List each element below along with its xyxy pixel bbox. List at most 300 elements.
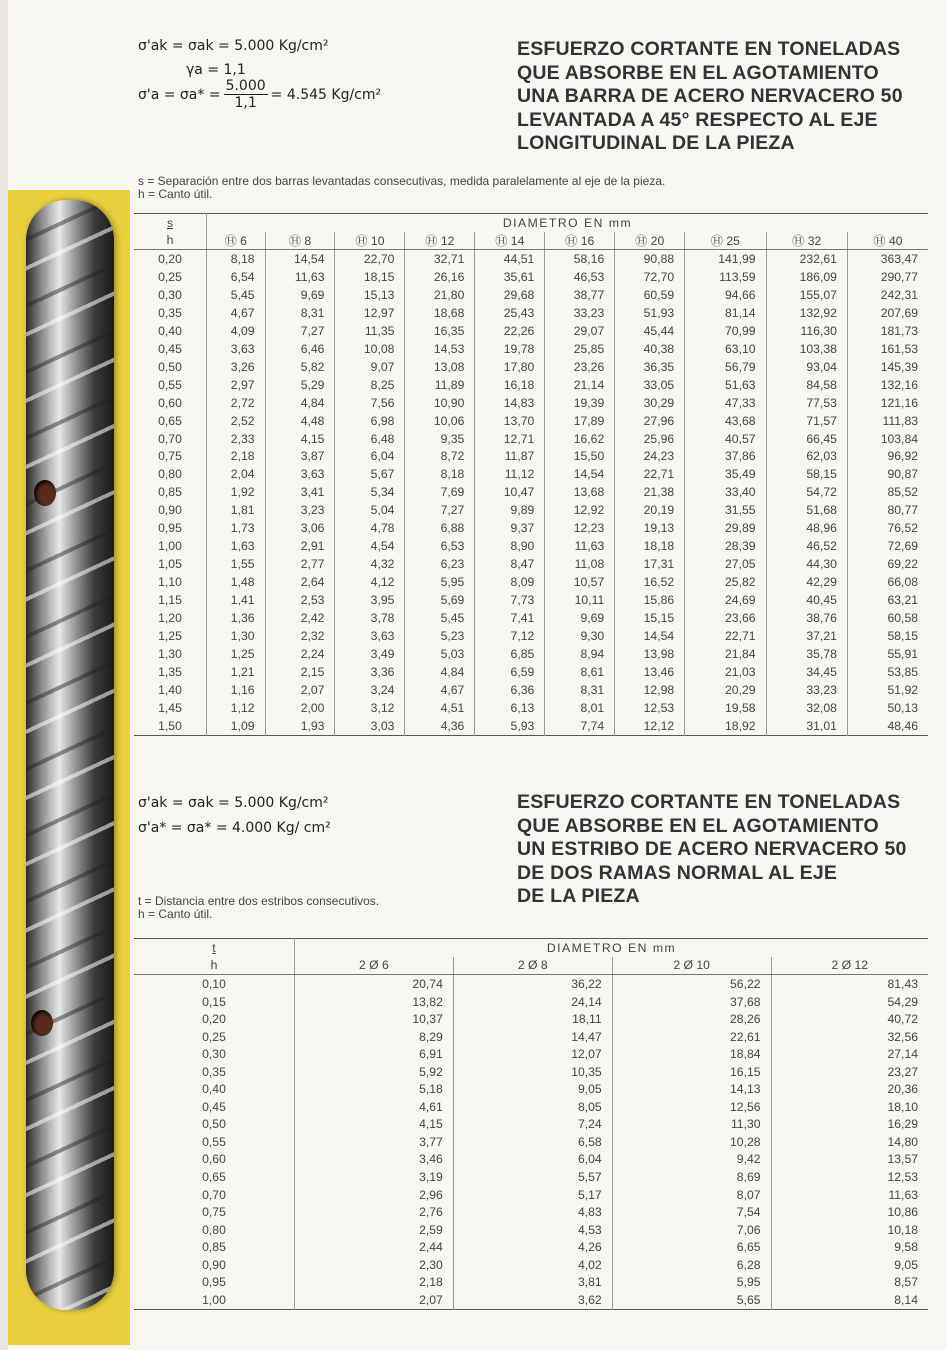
value-cell: 40,45	[766, 591, 847, 609]
value-cell: 13,57	[771, 1151, 928, 1169]
note-h2: h = Canto útil.	[138, 907, 213, 921]
value-cell: 5,82	[265, 358, 335, 376]
title-line: QUE ABSORBE EN EL AGOTAMIENTO	[517, 61, 879, 84]
column-header: Ⓗ 12	[405, 232, 475, 250]
value-cell: 8,07	[612, 1186, 771, 1204]
formula-line2: γa = 1,1	[186, 62, 246, 78]
value-cell: 5,95	[612, 1273, 771, 1291]
row-label-cell: 0,35	[158, 305, 182, 320]
table-row	[134, 1080, 928, 1098]
row-label-cell: 0,25	[202, 1029, 226, 1044]
value-cell: 40,57	[685, 430, 766, 448]
value-cell: 17,31	[615, 555, 685, 573]
row-label-cell: 0,35	[202, 1064, 226, 1079]
column-header: Ⓗ 32	[766, 232, 847, 250]
note-t: t = Distancia entre dos estribos consecutivos.	[138, 894, 380, 908]
group-header: DIAMETRO EN mm	[295, 939, 929, 957]
value-cell: 9,69	[545, 609, 615, 627]
value-cell: 5,34	[335, 483, 405, 501]
title-line: UN ESTRIBO DE ACERO NERVACERO 50	[517, 838, 907, 860]
value-cell: 24,23	[615, 448, 685, 466]
value-cell: 72,70	[615, 268, 685, 286]
title-line: UNA BARRA DE ACERO NERVACERO 50	[517, 85, 903, 107]
value-cell: 18,10	[771, 1098, 928, 1116]
value-cell: 11,63	[545, 537, 615, 555]
value-cell: 25,82	[685, 573, 766, 591]
table-row	[134, 250, 928, 268]
rebar-illustration	[26, 200, 114, 1310]
value-cell: 5,29	[265, 376, 335, 394]
value-cell: 35,78	[766, 645, 847, 663]
value-cell: 9,05	[771, 1256, 928, 1274]
value-cell: 46,53	[545, 268, 615, 286]
value-cell: 4,61	[295, 1098, 454, 1116]
value-cell: 54,72	[766, 483, 847, 501]
value-cell: 24,14	[453, 993, 612, 1011]
value-cell: 19,13	[615, 519, 685, 537]
value-cell: 13,46	[615, 663, 685, 681]
table-row	[134, 609, 928, 627]
value-cell: 1,48	[207, 573, 266, 591]
value-cell: 10,86	[771, 1203, 928, 1221]
value-cell: 29,07	[545, 322, 615, 340]
table-row	[134, 1151, 928, 1169]
value-cell: 81,43	[771, 975, 928, 993]
table-row	[134, 1133, 928, 1151]
value-cell: 8,18	[405, 465, 475, 483]
value-cell: 4,02	[453, 1256, 612, 1274]
row-label-cell: 0,15	[202, 994, 226, 1009]
value-cell: 4,32	[335, 555, 405, 573]
value-cell: 1,12	[207, 699, 266, 717]
value-cell: 3,36	[335, 663, 405, 681]
row-label-cell: 0,70	[158, 431, 182, 446]
value-cell: 5,45	[405, 609, 475, 627]
page-edge	[0, 0, 8, 1350]
value-cell: 4,36	[405, 717, 475, 735]
value-cell: 4,12	[335, 573, 405, 591]
title-line: LONGITUDINAL DE LA PIEZA	[517, 132, 795, 154]
table-row	[134, 699, 928, 717]
formula2-line1: σ'ak = σak = 5.000 Kg/cm²	[138, 795, 329, 811]
value-cell: 84,58	[766, 376, 847, 394]
table-row	[134, 975, 928, 993]
column-header-row	[134, 957, 928, 975]
value-cell: 71,57	[766, 412, 847, 430]
value-cell: 20,29	[685, 681, 766, 699]
table-row	[134, 1291, 928, 1309]
row-label-cell: 0,60	[158, 395, 182, 410]
title-line: ESFUERZO CORTANTE EN TONELADAS	[517, 38, 901, 60]
value-cell: 103,38	[766, 340, 847, 358]
value-cell: 4,67	[405, 681, 475, 699]
value-cell: 12,71	[475, 430, 545, 448]
table-row	[134, 1256, 928, 1274]
value-cell: 29,89	[685, 519, 766, 537]
value-cell: 2,77	[265, 555, 335, 573]
value-cell: 45,44	[615, 322, 685, 340]
value-cell: 16,18	[475, 376, 545, 394]
value-cell: 21,03	[685, 663, 766, 681]
table-row	[134, 430, 928, 448]
value-cell: 29,68	[475, 286, 545, 304]
value-cell: 12,07	[453, 1045, 612, 1063]
value-cell: 4,15	[265, 430, 335, 448]
value-cell: 33,05	[615, 376, 685, 394]
row-label-cell: 0,30	[158, 288, 182, 303]
value-cell: 22,71	[615, 465, 685, 483]
value-cell: 12,98	[615, 681, 685, 699]
value-cell: 2,44	[295, 1238, 454, 1256]
value-cell: 8,25	[335, 376, 405, 394]
value-cell: 16,62	[545, 430, 615, 448]
row-label-cell: 0,65	[202, 1169, 226, 1184]
value-cell: 94,66	[685, 286, 766, 304]
table-row	[134, 340, 928, 358]
value-cell: 96,92	[847, 448, 928, 466]
value-cell: 18,92	[685, 717, 766, 735]
value-cell: 11,63	[265, 268, 335, 286]
section1-title	[517, 38, 903, 156]
table-row	[134, 573, 928, 591]
value-cell: 3,87	[265, 448, 335, 466]
table-row	[134, 591, 928, 609]
value-cell: 32,08	[766, 699, 847, 717]
value-cell: 10,90	[405, 394, 475, 412]
value-cell: 8,29	[295, 1028, 454, 1046]
value-cell: 8,05	[453, 1098, 612, 1116]
value-cell: 1,81	[207, 501, 266, 519]
value-cell: 50,13	[847, 699, 928, 717]
row-label-cell: 0,25	[158, 270, 182, 285]
value-cell: 145,39	[847, 358, 928, 376]
value-cell: 1,36	[207, 609, 266, 627]
column-header: Ⓗ 14	[475, 232, 545, 250]
title-line: ESFUERZO CORTANTE EN TONELADAS	[517, 791, 901, 813]
value-cell: 37,21	[766, 627, 847, 645]
value-cell: 4,48	[265, 412, 335, 430]
value-cell: 3,77	[295, 1133, 454, 1151]
value-cell: 16,29	[771, 1116, 928, 1134]
value-cell: 25,96	[615, 430, 685, 448]
row-label-cell: 0,20	[202, 1012, 226, 1027]
row-label-cell: 0,45	[158, 341, 182, 356]
value-cell: 9,07	[335, 358, 405, 376]
table-header-row	[134, 939, 928, 957]
row-label-cell: 0,20	[158, 252, 182, 267]
value-cell: 8,01	[545, 699, 615, 717]
value-cell: 20,74	[295, 975, 454, 993]
value-cell: 28,39	[685, 537, 766, 555]
value-cell: 23,26	[545, 358, 615, 376]
group-header: DIAMETRO EN mm	[207, 214, 929, 232]
table-row	[134, 1273, 928, 1291]
column-header: Ⓗ 40	[847, 232, 928, 250]
value-cell: 7,74	[545, 717, 615, 735]
value-cell: 3,49	[335, 645, 405, 663]
value-cell: 3,03	[335, 717, 405, 735]
value-cell: 16,52	[615, 573, 685, 591]
value-cell: 2,00	[265, 699, 335, 717]
title-line: DE LA PIEZA	[517, 885, 640, 907]
value-cell: 7,27	[265, 322, 335, 340]
value-cell: 93,04	[766, 358, 847, 376]
value-cell: 34,45	[766, 663, 847, 681]
value-cell: 12,97	[335, 304, 405, 322]
table-row	[134, 394, 928, 412]
value-cell: 46,52	[766, 537, 847, 555]
value-cell: 16,15	[612, 1063, 771, 1081]
value-cell: 12,53	[615, 699, 685, 717]
value-cell: 5,65	[612, 1291, 771, 1309]
value-cell: 36,22	[453, 975, 612, 993]
value-cell: 9,42	[612, 1151, 771, 1169]
value-cell: 18,84	[612, 1045, 771, 1063]
column-header: Ⓗ 8	[265, 232, 335, 250]
value-cell: 2,30	[295, 1256, 454, 1274]
formula-right: = 4.545 Kg/cm²	[270, 86, 382, 103]
value-cell: 21,84	[685, 645, 766, 663]
shear-table-bars	[134, 213, 928, 736]
value-cell: 19,78	[475, 340, 545, 358]
value-cell: 31,01	[766, 717, 847, 735]
value-cell: 11,89	[405, 376, 475, 394]
value-cell: 42,29	[766, 573, 847, 591]
value-cell: 6,46	[265, 340, 335, 358]
value-cell: 4,54	[335, 537, 405, 555]
value-cell: 4,15	[295, 1116, 454, 1134]
value-cell: 10,57	[545, 573, 615, 591]
value-cell: 15,15	[615, 609, 685, 627]
row-label-cell: 0,80	[202, 1222, 226, 1237]
shear-table-stirrups	[134, 938, 928, 1310]
value-cell: 3,46	[295, 1151, 454, 1169]
value-cell: 2,24	[265, 645, 335, 663]
table-row	[134, 1028, 928, 1046]
row-label-cell: 0,55	[202, 1134, 226, 1149]
value-cell: 2,33	[207, 430, 266, 448]
value-cell: 3,24	[335, 681, 405, 699]
value-cell: 5,93	[475, 717, 545, 735]
value-cell: 22,70	[335, 250, 405, 268]
value-cell: 8,47	[475, 555, 545, 573]
value-cell: 186,09	[766, 268, 847, 286]
column-header: 2 Ø 10	[612, 957, 771, 975]
value-cell: 290,77	[847, 268, 928, 286]
table-row	[134, 286, 928, 304]
value-cell: 9,35	[405, 430, 475, 448]
value-cell: 2,07	[295, 1291, 454, 1309]
value-cell: 10,28	[612, 1133, 771, 1151]
value-cell: 3,95	[335, 591, 405, 609]
value-cell: 4,84	[265, 394, 335, 412]
row-label-cell: 0,50	[202, 1117, 226, 1132]
table-row	[134, 376, 928, 394]
value-cell: 14,54	[265, 250, 335, 268]
table-row	[134, 268, 928, 286]
row-label-cell: 1,50	[158, 718, 182, 733]
column-header: 2 Ø 12	[771, 957, 928, 975]
value-cell: 6,65	[612, 1238, 771, 1256]
value-cell: 8,72	[405, 448, 475, 466]
value-cell: 111,83	[847, 412, 928, 430]
value-cell: 12,92	[545, 501, 615, 519]
value-cell: 32,56	[771, 1028, 928, 1046]
value-cell: 37,68	[612, 993, 771, 1011]
value-cell: 18,68	[405, 304, 475, 322]
row-label-cell: 0,45	[202, 1099, 226, 1114]
value-cell: 6,13	[475, 699, 545, 717]
value-cell: 7,54	[612, 1203, 771, 1221]
table-row	[134, 1186, 928, 1204]
value-cell: 3,23	[265, 501, 335, 519]
value-cell: 6,23	[405, 555, 475, 573]
row-label-cell: 0,60	[202, 1152, 226, 1167]
column-header: Ⓗ 20	[615, 232, 685, 250]
table-header-row	[134, 214, 928, 232]
formula-left: σ'a = σa* =	[138, 86, 221, 103]
row-label-cell: 1,15	[158, 592, 182, 607]
value-cell: 55,91	[847, 645, 928, 663]
value-cell: 70,99	[685, 322, 766, 340]
value-cell: 26,16	[405, 268, 475, 286]
value-cell: 27,14	[771, 1045, 928, 1063]
value-cell: 2,42	[265, 609, 335, 627]
value-cell: 10,06	[405, 412, 475, 430]
value-cell: 19,39	[545, 394, 615, 412]
value-cell: 6,59	[475, 663, 545, 681]
value-cell: 2,76	[295, 1203, 454, 1221]
value-cell: 24,69	[685, 591, 766, 609]
table-row	[134, 681, 928, 699]
value-cell: 8,14	[771, 1291, 928, 1309]
value-cell: 10,47	[475, 483, 545, 501]
row-label-cell: 1,40	[158, 682, 182, 697]
value-cell: 90,88	[615, 250, 685, 268]
table-row	[134, 627, 928, 645]
row-label-cell: 0,30	[202, 1047, 226, 1062]
value-cell: 8,61	[545, 663, 615, 681]
value-cell: 7,56	[335, 394, 405, 412]
value-cell: 6,04	[453, 1151, 612, 1169]
value-cell: 13,68	[545, 483, 615, 501]
value-cell: 32,71	[405, 250, 475, 268]
row-label-cell: 1,45	[158, 700, 182, 715]
value-cell: 2,07	[265, 681, 335, 699]
value-cell: 9,37	[475, 519, 545, 537]
value-cell: 18,18	[615, 537, 685, 555]
column-header-row	[134, 232, 928, 250]
value-cell: 2,04	[207, 465, 266, 483]
value-cell: 14,47	[453, 1028, 612, 1046]
value-cell: 6,85	[475, 645, 545, 663]
value-cell: 23,66	[685, 609, 766, 627]
value-cell: 5,23	[405, 627, 475, 645]
value-cell: 27,05	[685, 555, 766, 573]
table-row	[134, 717, 928, 735]
row-label-cell: 0,40	[202, 1082, 226, 1097]
value-cell: 5,03	[405, 645, 475, 663]
value-cell: 1,41	[207, 591, 266, 609]
value-cell: 6,28	[612, 1256, 771, 1274]
value-cell: 19,58	[685, 699, 766, 717]
formula-fraction	[224, 78, 268, 111]
value-cell: 14,13	[612, 1080, 771, 1098]
value-cell: 21,38	[615, 483, 685, 501]
rebar-hole	[34, 480, 56, 506]
value-cell: 90,87	[847, 465, 928, 483]
row-label-cell: 0,55	[158, 377, 182, 392]
value-cell: 33,40	[685, 483, 766, 501]
value-cell: 2,59	[295, 1221, 454, 1239]
table-row	[134, 1221, 928, 1239]
table-row	[134, 1098, 928, 1116]
value-cell: 28,26	[612, 1010, 771, 1028]
value-cell: 48,96	[766, 519, 847, 537]
value-cell: 4,84	[405, 663, 475, 681]
value-cell: 10,18	[771, 1221, 928, 1239]
value-cell: 8,90	[475, 537, 545, 555]
value-cell: 7,27	[405, 501, 475, 519]
value-cell: 10,08	[335, 340, 405, 358]
value-cell: 10,37	[295, 1010, 454, 1028]
row-label-cell: 0,90	[202, 1257, 226, 1272]
value-cell: 1,93	[265, 717, 335, 735]
table-row	[134, 465, 928, 483]
value-cell: 121,16	[847, 394, 928, 412]
value-cell: 60,59	[615, 286, 685, 304]
table-row	[134, 358, 928, 376]
value-cell: 14,54	[545, 465, 615, 483]
value-cell: 5,18	[295, 1080, 454, 1098]
value-cell: 13,98	[615, 645, 685, 663]
table-row	[134, 483, 928, 501]
section2-title	[517, 791, 907, 909]
note-h: h = Canto útil.	[138, 187, 213, 201]
value-cell: 3,63	[335, 627, 405, 645]
value-cell: 4,51	[405, 699, 475, 717]
row-label-cell: 1,00	[158, 539, 182, 554]
value-cell: 44,51	[475, 250, 545, 268]
value-cell: 1,73	[207, 519, 266, 537]
value-cell: 9,69	[265, 286, 335, 304]
value-cell: 6,91	[295, 1045, 454, 1063]
value-cell: 7,24	[453, 1116, 612, 1134]
value-cell: 4,83	[453, 1203, 612, 1221]
value-cell: 60,58	[847, 609, 928, 627]
corner-h: h	[134, 232, 207, 250]
value-cell: 20,36	[771, 1080, 928, 1098]
column-header: 2 Ø 6	[295, 957, 454, 975]
value-cell: 14,83	[475, 394, 545, 412]
corner-h: h	[134, 957, 295, 975]
value-cell: 8,31	[545, 681, 615, 699]
column-header: Ⓗ 16	[545, 232, 615, 250]
row-label-cell: 0,85	[158, 485, 182, 500]
value-cell: 11,63	[771, 1186, 928, 1204]
value-cell: 6,58	[453, 1133, 612, 1151]
value-cell: 11,12	[475, 465, 545, 483]
value-cell: 56,79	[685, 358, 766, 376]
row-label-cell: 0,95	[202, 1275, 226, 1290]
value-cell: 4,26	[453, 1238, 612, 1256]
value-cell: 18,11	[453, 1010, 612, 1028]
formula-denominator: 1,1	[234, 95, 257, 111]
value-cell: 7,41	[475, 609, 545, 627]
table-row	[134, 645, 928, 663]
value-cell: 232,61	[766, 250, 847, 268]
value-cell: 54,29	[771, 993, 928, 1011]
